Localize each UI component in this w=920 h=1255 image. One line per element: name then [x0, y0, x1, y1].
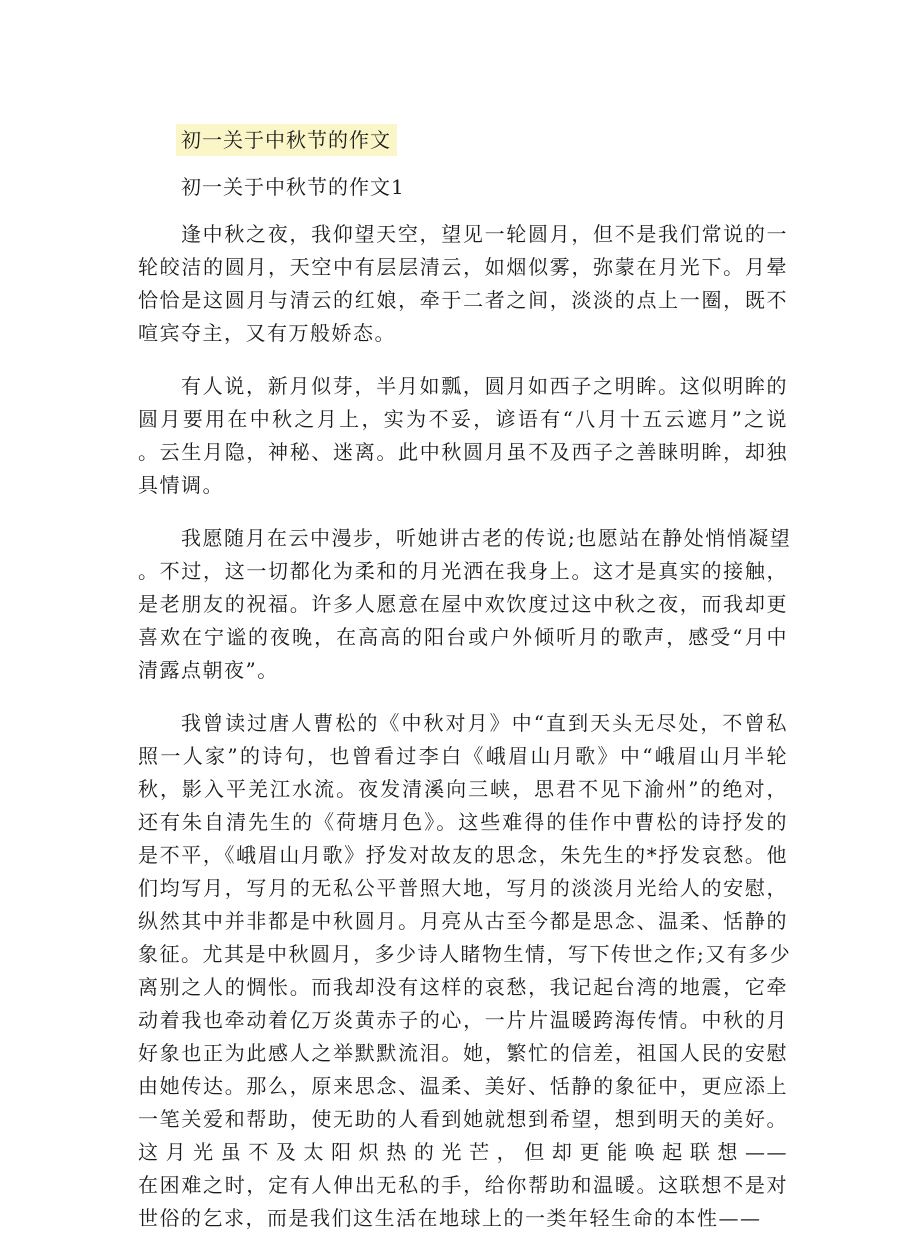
essay-paragraph	[138, 707, 792, 1235]
essay-paragraph	[138, 370, 788, 502]
paragraph-line: 照一人家”的诗句，也曾看过李白《峨眉山月歌》中“峨眉山月半轮	[138, 744, 788, 768]
essay-paragraph	[138, 218, 788, 350]
essay-body	[138, 218, 792, 1255]
paragraph-line: 圆月要用在中秋之月上，实为不妥，谚语有“八月十五云遮月”之说	[138, 407, 788, 431]
paragraph-line: 具情调。	[138, 473, 224, 497]
paragraph-line: 们均写月，写月的无私公平普照大地，写月的淡淡月光给人的安慰，	[138, 876, 788, 900]
paragraph-line: 有人说，新月似芽，半月如瓢，圆月如西子之明眸。这似明眸的	[181, 374, 788, 398]
paragraph-line: 世俗的乞求，而是我们这生活在地球上的一类年轻生命的本性——	[138, 1206, 762, 1230]
paragraph-line: 这月光虽不及太阳炽热的光芒，但却更能唤起联想——	[138, 1140, 788, 1164]
paragraph-line: 还有朱自清先生的《荷塘月色》。这些难得的佳作中曹松的诗抒发的	[138, 810, 788, 834]
paragraph-line: 是不平，《峨眉山月歌》抒发对故友的思念，朱先生的*抒发哀愁。他	[138, 843, 788, 867]
paragraph-line: 是老朋友的祝福。许多人愿意在屋中欢饮度过这中秋之夜，而我却更	[138, 592, 788, 616]
paragraph-line: 喧宾夺主，又有万般娇态。	[138, 321, 396, 345]
paragraph-line: 逢中秋之夜，我仰望天空，望见一轮圆月，但不是我们常说的一	[181, 222, 788, 246]
paragraph-line: 我愿随月在云中漫步，听她讲古老的传说;也愿站在静处悄悄凝望	[181, 526, 792, 550]
paragraph-line: 。不过，这一切都化为柔和的月光洒在我身上。这才是真实的接触，	[138, 559, 788, 583]
paragraph-line: 纵然其中并非都是中秋圆月。月亮从古至今都是思念、温柔、恬静的	[138, 909, 788, 933]
paragraph-line: 秋，影入平羌江水流。夜发清溪向三峡，思君不见下渝州”的绝对，	[138, 777, 788, 801]
paragraph-line: 好象也正为此感人之举默默流泪。她，繁忙的信差，祖国人民的安慰	[138, 1041, 788, 1065]
paragraph-line: 动着我也牵动着亿万炎黄赤子的心，一片片温暖跨海传情。中秋的月	[138, 1008, 788, 1032]
paragraph-line: 喜欢在宁谧的夜晚，在高高的阳台或户外倾听月的歌声，感受“月中	[138, 625, 788, 649]
paragraph-line: 一笔关爱和帮助，使无助的人看到她就想到希望，想到明天的美好。	[138, 1107, 788, 1131]
document-title: 初一关于中秋节的作文	[176, 124, 397, 156]
paragraph-line: 离别之人的惆怅。而我却没有这样的哀愁，我记起台湾的地震，它牵	[138, 975, 788, 999]
paragraph-line: 由她传达。那么，原来思念、温柔、美好、恬静的象征中，更应添上	[138, 1074, 788, 1098]
paragraph-line: 清露点朝夜”。	[138, 658, 279, 682]
paragraph-line: 象征。尤其是中秋圆月，多少诗人睹物生情，写下传世之作;又有多少	[138, 942, 792, 966]
essay-paragraph	[138, 522, 792, 687]
paragraph-line: 轮皎洁的圆月，天空中有层层清云，如烟似雾，弥蒙在月光下。月晕	[138, 255, 788, 279]
paragraph-line: 。云生月隐，神秘、迷离。此中秋圆月虽不及西子之善睐明眸，却独	[138, 440, 788, 464]
paragraph-line: 在困难之时，定有人伸出无私的手，给你帮助和温暖。这联想不是对	[138, 1173, 788, 1197]
paragraph-line: 我曾读过唐人曹松的《中秋对月》中“直到天头无尽处，不曾私	[181, 711, 788, 735]
essay-subtitle: 初一关于中秋节的作文1	[181, 175, 405, 199]
paragraph-line: 恰恰是这圆月与清云的红娘，牵于二者之间，淡淡的点上一圈，既不	[138, 288, 788, 312]
